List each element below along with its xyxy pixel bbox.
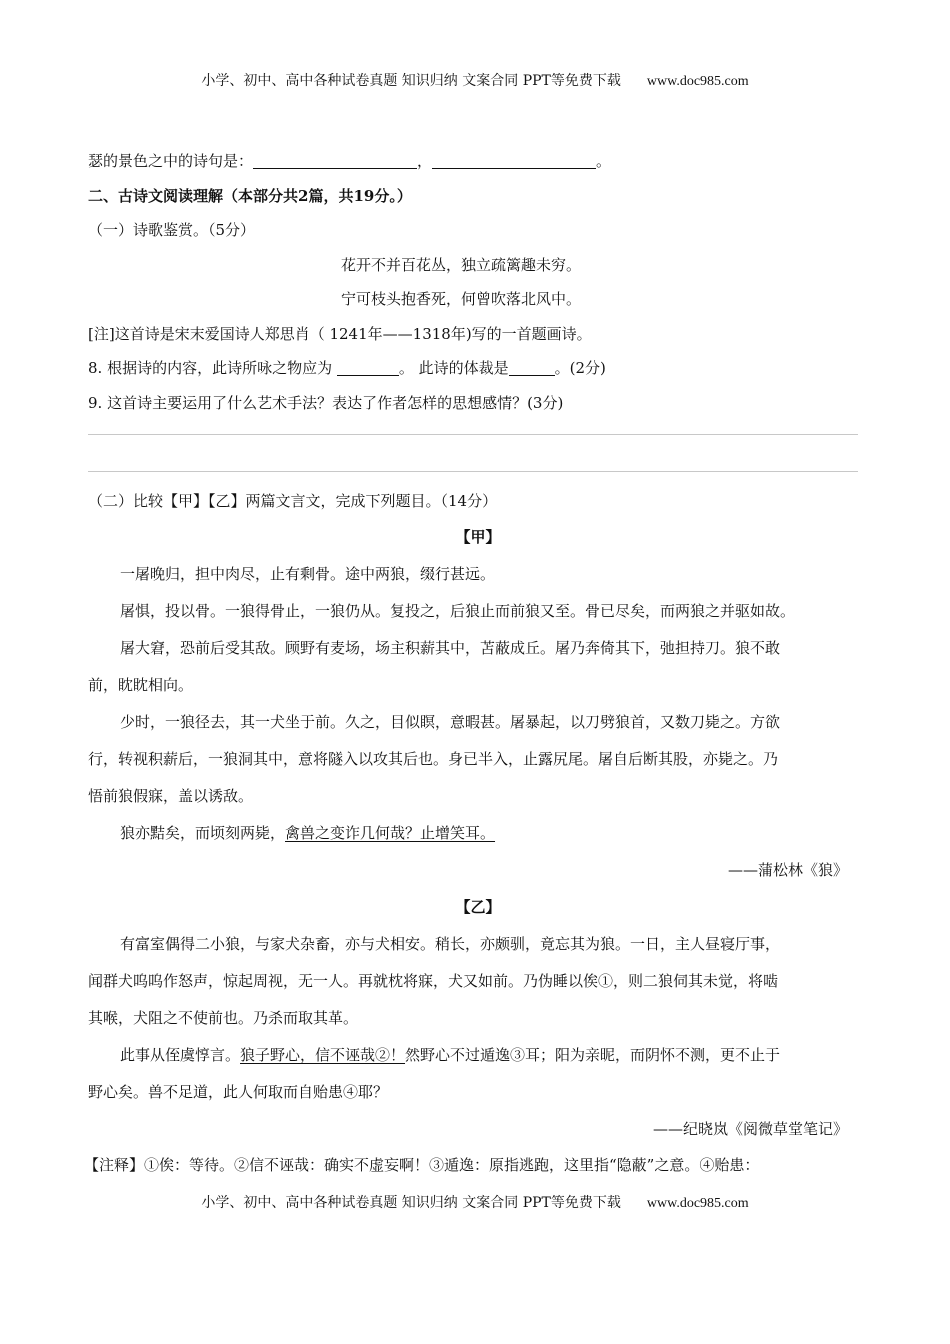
answer-line-1[interactable] xyxy=(88,434,858,435)
jia-paragraph-4-line-1: 少时，一狼径去，其一犬坐于前。久之，目似瞑，意暇甚。屠暴起，以刀劈狼首，又数刀毙之。方欲 xyxy=(120,712,781,731)
yi-paragraph-2-line-1 xyxy=(88,1037,868,1074)
annotations: 【注释】①俟：等待。②信不诬哉：确实不虚妄啊！③遁逸：原指逃跑，这里指“隐蔽”之意。④贻患： xyxy=(84,1155,760,1174)
main-content xyxy=(84,144,868,1182)
answer-blank-1[interactable] xyxy=(253,150,417,169)
jia-source: ——蒲松林《狼》 xyxy=(727,860,848,879)
answer-line-2[interactable] xyxy=(88,471,858,472)
poem-note: [注]这首诗是宋末爱国诗人郑思肖（ 1241年——1318年)写的一首题画诗。 xyxy=(88,324,592,343)
footer-text: 小学、初中、高中各种试卷真题 知识归纳 文案合同 PPT等免费下载 xyxy=(201,1195,621,1211)
question-8-text-3: 。(2分) xyxy=(554,359,606,377)
question-continuation-text: 瑟的景色之中的诗句是： xyxy=(88,152,254,170)
yi-paragraph-2-line-2: 野心矣。兽不足道，此人何取而自贻患④耶？ xyxy=(88,1082,389,1101)
page-footer xyxy=(0,1192,950,1212)
jia-paragraph-5-text: 狼亦黠矣，而顷刻两毙， xyxy=(120,823,286,842)
jia-underlined-sentence: 禽兽之变诈几何哉？止增笑耳。 xyxy=(285,823,496,842)
jia-paragraph-4-line-3: 悟前狼假寐，盖以诱敌。 xyxy=(88,786,254,805)
yi-paragraph-1-line-1: 有富室偶得二小狼，与家犬杂畜，亦与犬相安。稍长，亦颇驯，竟忘其为狼。一日，主人昼寝厅事， xyxy=(120,934,781,953)
jia-paragraph-2: 屠惧，投以骨。一狼得骨止，一狼仍从。复投之，后狼止而前狼又至。骨已尽矣，而两狼之并驱如故。 xyxy=(120,601,796,620)
period: 。 xyxy=(596,152,612,170)
question-8-text-2: 。 此诗的体裁是 xyxy=(398,359,509,377)
passage-yi xyxy=(88,889,868,1148)
part1-title: （一）诗歌鉴赏。（5分） xyxy=(88,221,256,239)
q8-blank-2[interactable] xyxy=(509,357,555,376)
yi-paragraph-1-line-2: 闻群犬呜呜作怒声，惊起周视，无一人。再就枕将寐，犬又如前。乃伪睡以俟①，则二狼伺其未觉，将啮 xyxy=(88,971,779,990)
q8-blank-1[interactable] xyxy=(337,357,399,376)
jia-paragraph-5 xyxy=(88,815,868,852)
poem-line-2: 宁可枝头抱香死，何曾吹落北风中。 xyxy=(341,290,582,308)
answer-blank-2[interactable] xyxy=(432,150,596,169)
passage-jia-title: 【甲】 xyxy=(455,527,501,546)
yi-underlined-sentence: 狼子野心，信不诬哉②！ xyxy=(240,1045,406,1064)
question-9: 9. 这首诗主要运用了什么艺术手法？表达了作者怎样的思想感情？(3分) xyxy=(88,393,564,412)
jia-paragraph-4-line-2: 行，转视积薪后，一狼洞其中，意将隧入以攻其后也。身已半入，止露尻尾。屠自后断其股，亦毙之。乃 xyxy=(88,749,779,768)
question-continuation xyxy=(88,144,868,179)
part2-title: （二）比较【甲】【乙】两篇文言文，完成下列题目。（14分） xyxy=(88,492,498,510)
footer-site[interactable]: www.doc985.com xyxy=(646,1196,749,1211)
passage-yi-title: 【乙】 xyxy=(455,897,501,916)
header-text: 小学、初中、高中各种试卷真题 知识归纳 文案合同 PPT等免费下载 xyxy=(201,73,621,89)
question-8-text: 8. 根据诗的内容，此诗所咏之物应为 xyxy=(88,359,337,377)
jia-paragraph-3-line-2: 前，眈眈相向。 xyxy=(88,675,194,694)
comma: ， xyxy=(417,152,433,170)
yi-paragraph-2-text: 此事从侄虞惇言。 xyxy=(120,1045,241,1064)
yi-paragraph-1-line-3: 其喉，犬阻之不使前也。乃杀而取其革。 xyxy=(88,1008,359,1027)
header-site[interactable]: www.doc985.com xyxy=(646,74,749,89)
section-title: 二、古诗文阅读理解（本部分共2篇，共19分。） xyxy=(88,186,412,205)
yi-paragraph-2-text-2: 然野心不过遁逸③耳；阳为亲昵，而阴怀不测，更不止于 xyxy=(405,1045,781,1064)
poem-line-1: 花开不并百花丛，独立疏篱趣未穷。 xyxy=(341,255,582,274)
page-header xyxy=(0,70,950,90)
yi-source: ——纪晓岚《阅微草堂笔记》 xyxy=(652,1119,848,1138)
question-8 xyxy=(88,351,868,386)
jia-paragraph-1: 一屠晚归，担中肉尽，止有剩骨。途中两狼，缀行甚远。 xyxy=(120,564,496,583)
jia-paragraph-3-line-1: 屠大窘，恐前后受其敌。顾野有麦场，场主积薪其中，苫蔽成丘。屠乃奔倚其下，弛担持刀。狼不敢 xyxy=(120,638,781,657)
passage-jia xyxy=(88,519,868,889)
